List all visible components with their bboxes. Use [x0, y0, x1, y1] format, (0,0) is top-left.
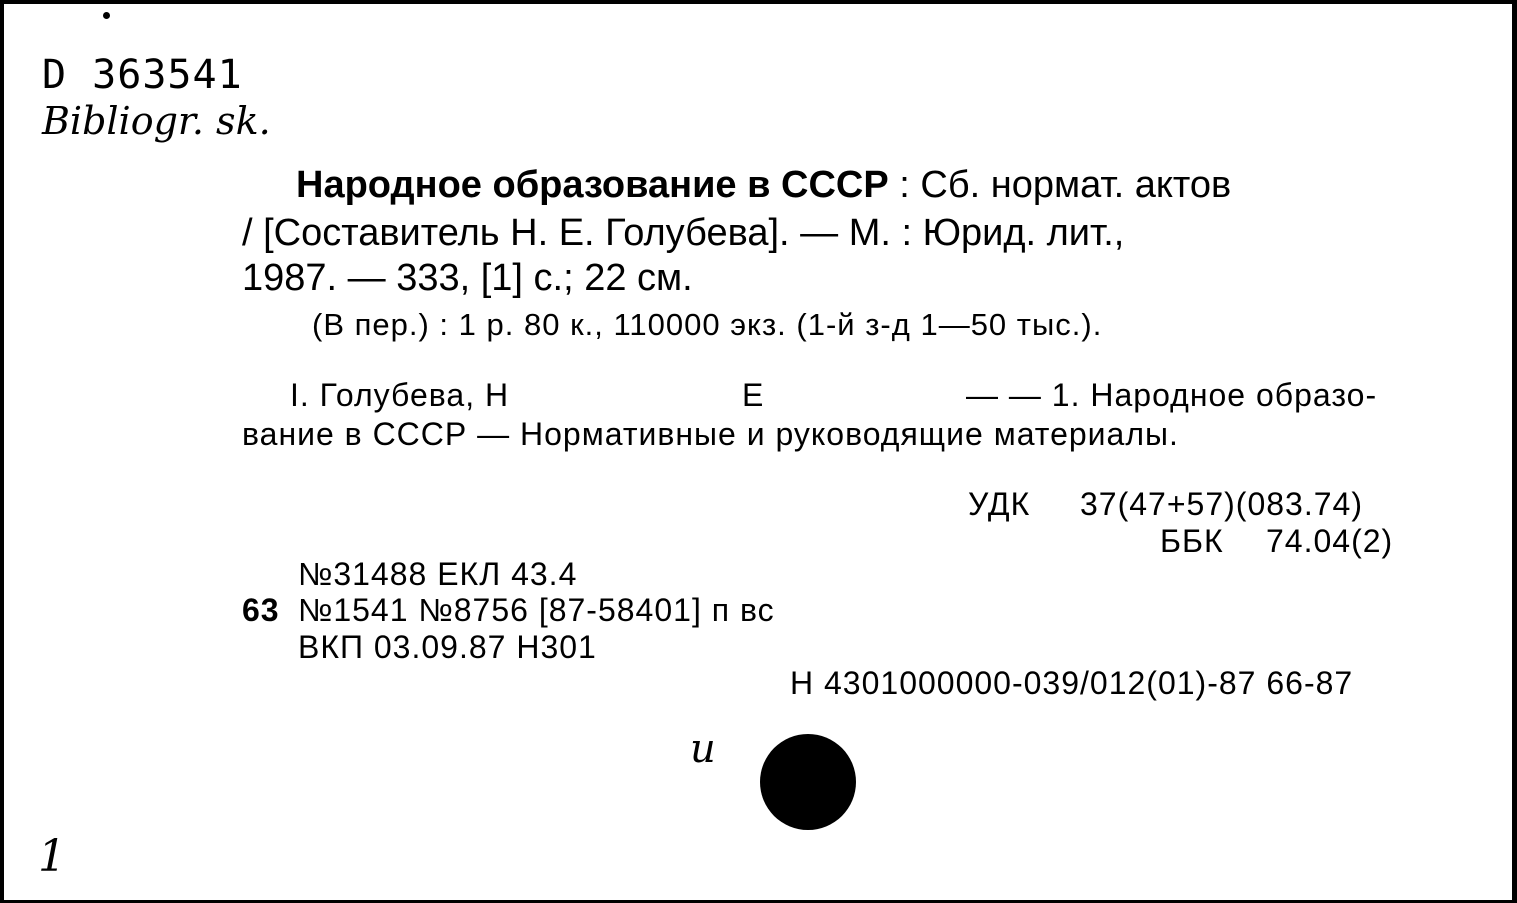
shelfmark-handwritten: D 363541 [42, 52, 243, 98]
location-handwritten: Bibliogr. sk. [42, 99, 271, 143]
udk-value: 37(47+57)(083.74) [1080, 486, 1363, 522]
filled-circle-mark [760, 734, 856, 830]
title-line [296, 163, 1231, 208]
catalog-code-3: ВКП 03.09.87 Н301 [298, 629, 597, 665]
price-line: (В пер.) : 1 р. 80 к., 110000 экз. (1-й з-д 1—50 тыс.). [312, 307, 1103, 342]
bbk-label: ББК [1160, 523, 1224, 559]
tracing-line-1-left: I. Голубева, Н [290, 377, 510, 413]
udk-label: УДК [968, 486, 1031, 522]
catalog-code-2: №1541 №8756 [87-58401] п вс [298, 592, 775, 628]
publication-line: 1987. — 333, [1] с.; 22 см. [242, 257, 693, 299]
handwritten-initial: и [690, 726, 716, 772]
book-title: Народное образование в СССР [296, 164, 889, 206]
responsibility-line: / [Составитель Н. Е. Голубева]. — М. : Юрид. лит., [242, 212, 1125, 254]
catalog-code-4: Н 4301000000-039/012(01)-87 66-87 [790, 665, 1354, 701]
corner-handwritten-number: 1 [38, 831, 66, 882]
tracing-line-1-right: — — 1. Народное образо- [966, 377, 1378, 413]
tracing-line-2: вание в СССР — Нормативные и руководящие материалы. [242, 416, 1179, 452]
tracing-line-1-mid: Е [742, 377, 765, 413]
title-subtitle: : Сб. нормат. актов [899, 164, 1232, 206]
catalog-code-1: №31488 ЕКЛ 43.4 [298, 556, 578, 592]
ink-dot [103, 12, 110, 19]
catalog-number: 63 [242, 592, 280, 628]
bbk-value: 74.04(2) [1266, 523, 1394, 559]
